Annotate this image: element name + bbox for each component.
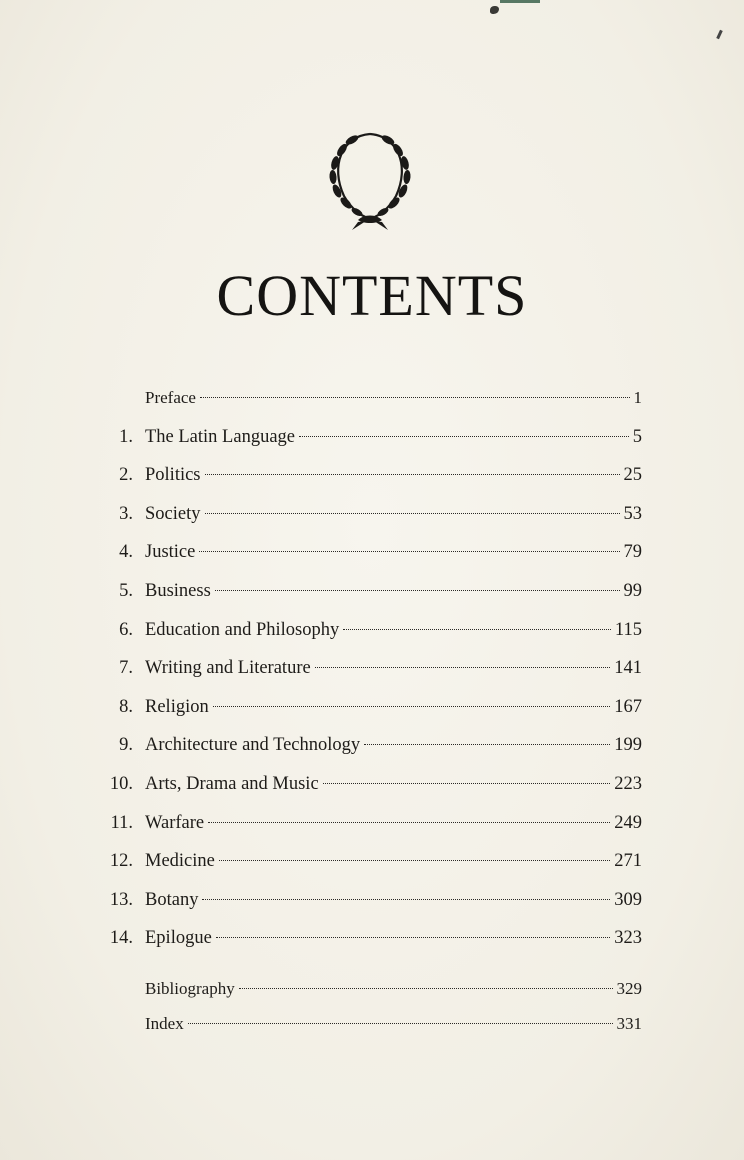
toc-entry [92, 979, 642, 1014]
entry-title: Architecture and Technology [145, 735, 361, 756]
page-number: 331 [616, 1013, 642, 1033]
entry-title: Religion [145, 696, 209, 717]
entry-title: Society [145, 503, 201, 524]
laurel-wreath-icon [322, 126, 418, 232]
page-number: 25 [623, 465, 642, 486]
dot-leader [202, 899, 610, 900]
dot-leader [219, 860, 610, 861]
entry-title: Warfare [145, 812, 205, 833]
entry-title: Botany [145, 889, 199, 910]
toc-entry [92, 388, 642, 427]
page-number: 5 [632, 426, 642, 447]
page-number: 141 [614, 658, 642, 679]
toc-entry [92, 890, 642, 929]
toc-entry [92, 851, 642, 890]
ink-speck [716, 30, 723, 39]
ink-speck [500, 0, 540, 3]
dot-leader [216, 937, 610, 938]
table-of-contents [92, 388, 642, 1049]
dot-leader [215, 590, 620, 591]
page-number: 115 [614, 619, 642, 640]
chapter-number: 8. [119, 696, 133, 717]
page-number: 271 [614, 851, 642, 872]
chapter-number: 2. [119, 465, 133, 486]
toc-entry [92, 504, 642, 543]
entry-title: Medicine [145, 851, 215, 872]
entry-title: Business [145, 580, 211, 601]
page-number: 223 [614, 773, 642, 794]
page-title: CONTENTS [216, 263, 528, 328]
toc-entry [92, 620, 642, 659]
entry-title: Arts, Drama and Music [145, 773, 319, 794]
dot-leader [199, 551, 619, 552]
page-number: 53 [623, 503, 642, 524]
chapter-number: 14. [109, 928, 133, 949]
page-number: 167 [614, 696, 642, 717]
chapter-number: 10. [109, 773, 133, 794]
entry-title: Epilogue [145, 928, 212, 949]
toc-entry [92, 581, 642, 620]
page-number: 79 [623, 542, 642, 563]
chapter-number: 3. [119, 503, 133, 524]
chapter-number: 11. [110, 812, 133, 833]
entry-title: Writing and Literature [145, 658, 311, 679]
page-number: 309 [614, 889, 642, 910]
dot-leader [188, 1023, 613, 1024]
page-number: 1 [633, 388, 642, 407]
entry-title: Education and Philosophy [145, 619, 340, 640]
page-number: 249 [614, 812, 642, 833]
dot-leader [205, 474, 620, 475]
entry-title: Index [145, 1013, 184, 1033]
dot-leader [200, 397, 630, 398]
dot-leader [213, 706, 611, 707]
toc-entry [92, 1014, 642, 1049]
chapter-number: 6. [119, 619, 133, 640]
toc-entry [92, 465, 642, 504]
toc-entry [92, 735, 642, 774]
chapter-number: 7. [119, 658, 133, 679]
entry-title: Preface [145, 388, 196, 407]
dot-leader [323, 783, 611, 784]
page-number: 99 [623, 580, 642, 601]
chapter-number: 4. [119, 542, 133, 563]
dot-leader [239, 988, 613, 989]
dot-leader [299, 436, 629, 437]
dot-leader [343, 629, 611, 630]
toc-entry [92, 427, 642, 466]
chapter-number: 13. [109, 889, 133, 910]
chapter-number: 5. [119, 580, 133, 601]
dot-leader [315, 667, 611, 668]
dot-leader [208, 822, 610, 823]
entry-title: Bibliography [145, 978, 235, 998]
dot-leader [364, 744, 610, 745]
chapter-number: 1. [119, 426, 133, 447]
toc-entry [92, 774, 642, 813]
toc-entry [92, 928, 642, 967]
chapter-number: 12. [109, 851, 133, 872]
toc-entry [92, 542, 642, 581]
page-number: 323 [614, 928, 642, 949]
entry-title: The Latin Language [145, 426, 295, 447]
entry-title: Politics [145, 465, 201, 486]
toc-entry [92, 697, 642, 736]
page-number: 199 [614, 735, 642, 756]
page-number: 329 [616, 978, 642, 998]
toc-entry [92, 813, 642, 852]
entry-title: Justice [145, 542, 196, 563]
dot-leader [205, 513, 620, 514]
ink-speck [490, 6, 499, 14]
chapter-number: 9. [119, 735, 133, 756]
toc-entry [92, 658, 642, 697]
